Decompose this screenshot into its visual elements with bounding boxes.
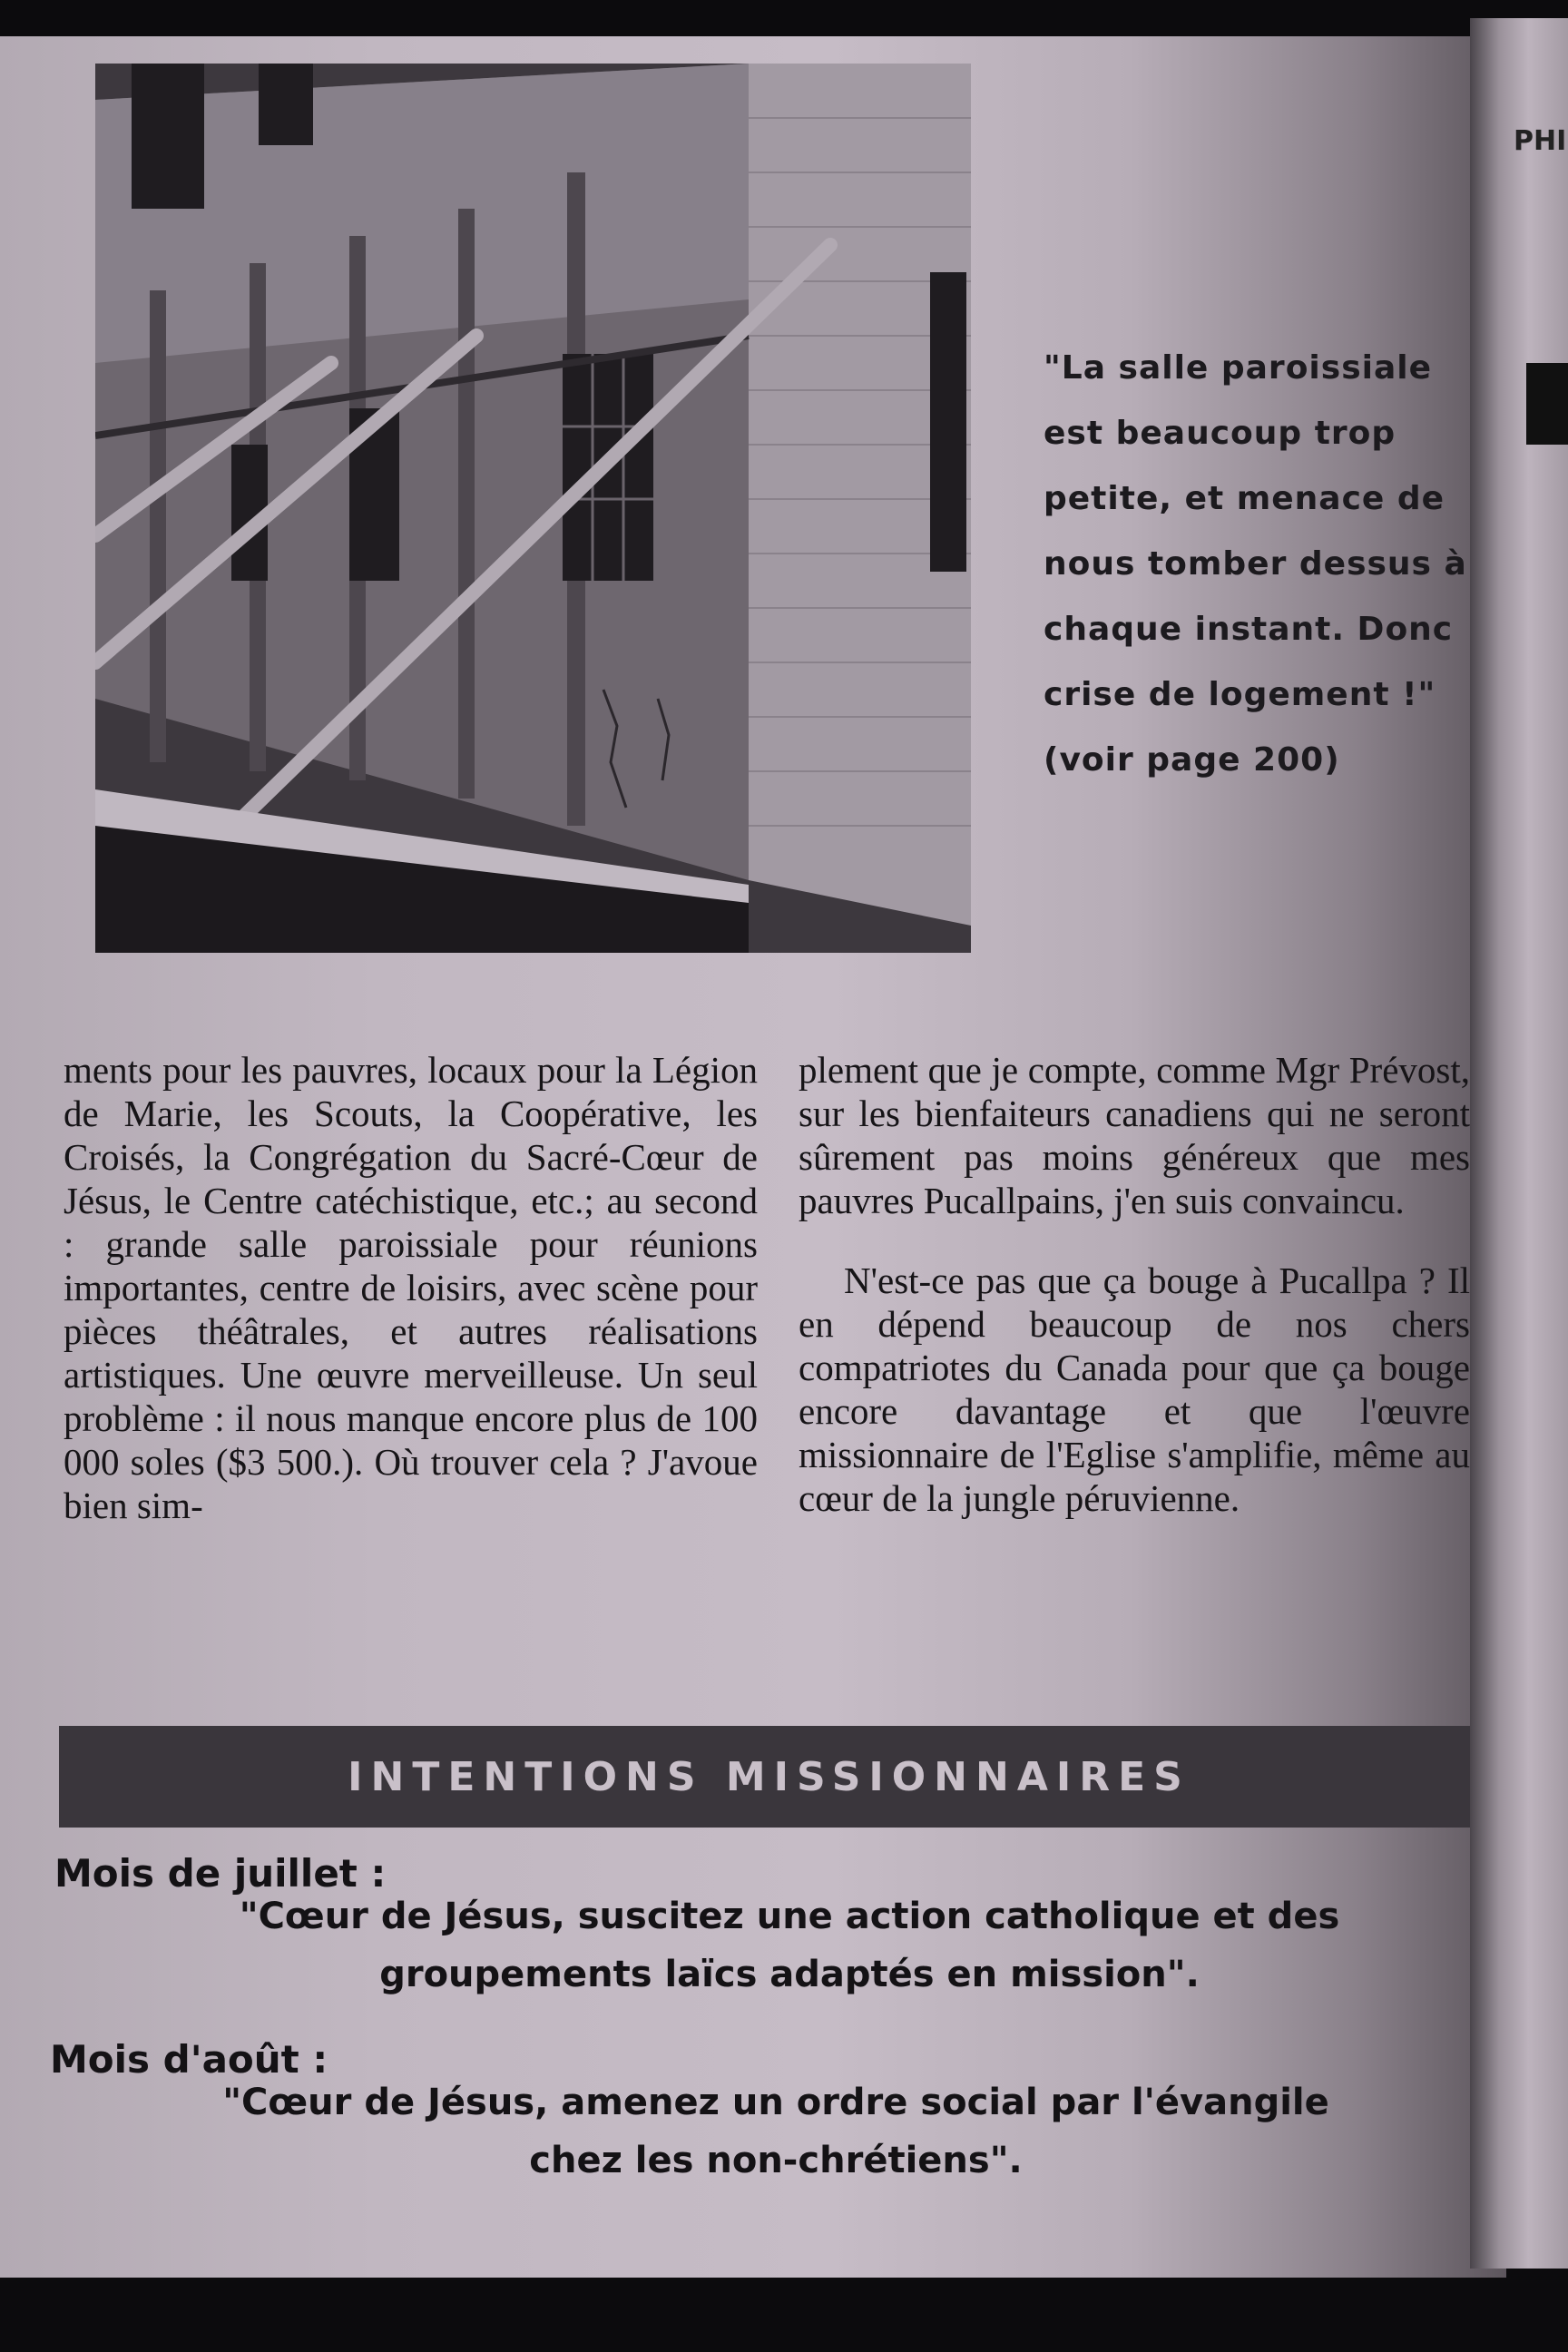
caption-line: "La salle paroissiale — [1044, 349, 1433, 387]
article-paragraph: N'est-ce pas que ça bouge à Pucallpa ? Il en dépend beaucoup de nos chers compatriotes du Canada pour que ça bouge encore davantage et que l'œuvre missionnaire de l'Eglise s'amplifie, même au cœur de la jungle péruvienne. — [799, 1259, 1470, 1519]
article-paragraph: ments pour les pauvres, locaux pour la Légion de Marie, les Scouts, la Coopérative, les Croisés, la Congrégation du Sacré-Cœur de Jésus, le Centre catéchistique, etc.; au second : grande salle paroissiale pour réunions importantes, centre de loisirs, avec scène pour pièces théâtrales, et autres réalisations artistiques. Une œuvre merveilleuse. Un seul problème : il nous manque encore plus de 100 000 soles ($3 500.). Où trouver cela ? J'avoue bien sim- — [64, 1049, 758, 1526]
article-column-left — [64, 1048, 758, 1527]
august-intention — [172, 2073, 1379, 2190]
building-photo — [95, 64, 971, 953]
photo-caption — [1044, 336, 1467, 793]
intentions-banner — [59, 1726, 1479, 1828]
headline-fragment — [1526, 363, 1568, 445]
august-intention-line: "Cœur de Jésus, amenez un ordre social par l'évangile — [222, 2082, 1329, 2123]
article-paragraph: plement que je compte, comme Mgr Prévost, sur les bienfaiteurs canadiens qui ne seront sûrement pas moins généreux que mes pauvres Pucallpains, j'en suis convaincu. — [799, 1049, 1470, 1221]
running-head: PHI — [1514, 125, 1567, 157]
intentions-title: INTENTIONS MISSIONNAIRES — [348, 1753, 1191, 1800]
caption-line: crise de logement !" — [1044, 676, 1436, 713]
caption-line: petite, et menace de — [1044, 480, 1446, 517]
july-intention-line: "Cœur de Jésus, suscitez une action catholique et des — [239, 1896, 1340, 1937]
august-label: Mois d'août : — [50, 2037, 328, 2082]
magazine-page — [0, 36, 1506, 2278]
july-intention — [200, 1887, 1379, 2004]
adjacent-page-edge — [1470, 18, 1568, 2269]
caption-line: chaque instant. Donc — [1044, 611, 1454, 648]
caption-line: nous tomber dessus à — [1044, 545, 1467, 583]
august-intention-line: chez les non-chrétiens". — [529, 2140, 1023, 2181]
caption-line: est beaucoup trop — [1044, 415, 1396, 452]
july-label: Mois de juillet : — [54, 1851, 387, 1896]
article-column-right — [799, 1048, 1470, 1520]
caption-page-reference: (voir page 200) — [1044, 741, 1340, 779]
building-photo-illustration — [95, 64, 971, 953]
july-intention-line: groupements laïcs adaptés en mission". — [379, 1954, 1200, 1995]
